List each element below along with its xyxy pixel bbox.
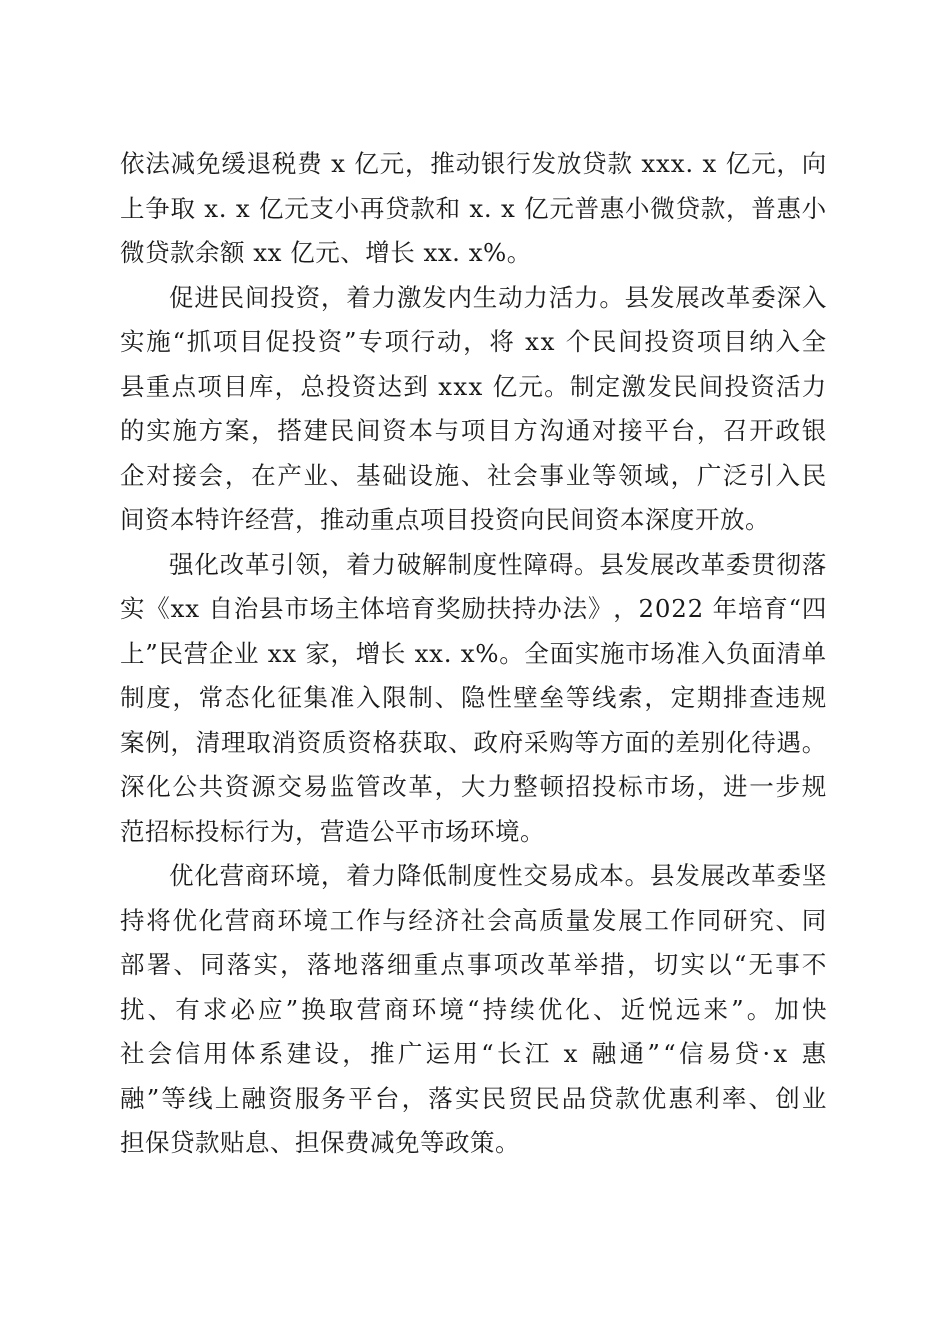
paragraph-1 xyxy=(120,142,827,276)
text-line: 企 对 接 会 ， 在 产 业 、 基 础 设 施 、 社 会 事 业 等 领 域 ， 广 泛 引 入 民 xyxy=(120,460,827,490)
text-line: 制 度 ， 常 态 化 征 集 准 入 限 制 、 隐 性 壁 垒 等 线 索 ， 定 期 排 查 违 规 xyxy=(120,683,827,712)
paragraph-4 xyxy=(120,854,827,1166)
text-line: 优 化 营 商 环 境 ， 着 力 降 低 制 度 性 交 易 成 本 。 县 发 展 改 革 委 坚 xyxy=(169,861,827,890)
paragraph-2 xyxy=(120,276,827,543)
text-line: 县 重 点 项 目 库 ， 总 投 资 达 到 x x x 亿 元 。 制 定 激 发 民 间 投 资 活 力 xyxy=(120,371,827,401)
text-line: 持 将 优 化 营 商 环 境 工 作 与 经 济 社 会 高 质 量 发 展 工 作 同 研 究 、 同 xyxy=(120,905,827,935)
text-line: 案 例 ， 清 理 取 消 资 质 资 格 获 取 、 政 府 采 购 等 方 面 的 差 别 化 待 遇 。 xyxy=(120,727,827,757)
text-line: 促 进 民 间 投 资 ， 着 力 激 发 内 生 动 力 活 力 。 县 发 展 改 革 委 深 入 xyxy=(169,282,827,312)
text-line: 实 施 “ 抓 项 目 促 投 资 ” 专 项 行 动 ， 将 x x 个 民 间 投 资 项 目 纳 入 全 xyxy=(120,327,827,356)
text-line: 强 化 改 革 引 领 ， 着 力 破 解 制 度 性 障 碍 。 县 发 展 改 革 委 贯 彻 落 xyxy=(169,549,827,579)
text-line: 部 署 、 同 落 实 ， 落 地 落 细 重 点 事 项 改 革 举 措 ， 切 实 以 “ 无 事 不 xyxy=(120,950,827,979)
document-body xyxy=(120,142,827,1166)
text-line: 深 化 公 共 资 源 交 易 监 管 改 革 ， 大 力 整 顿 招 投 标 市 场 ， 进 一 步 规 xyxy=(120,772,827,801)
text-line: 依 法 减 免 缓 退 税 费 x 亿 元 ， 推 动 银 行 发 放 贷 款 x x x . x 亿 元 ， 向 xyxy=(120,149,827,178)
text-line: 间资本特许经营，推动重点项目投资向民间资本深度开放。 xyxy=(120,505,770,534)
text-line: 融 ” 等 线 上 融 资 服 务 平 台 ， 落 实 民 贸 民 品 贷 款 优 惠 利 率 、 创 业 xyxy=(120,1083,827,1113)
text-line: 微贷款余额 xx 亿元、增长 xx. x%。 xyxy=(120,238,532,267)
paragraph-3 xyxy=(120,543,827,855)
text-line: 上 ” 民 营 企 业 x x 家 ， 增 长 x x . x % 。 全 面 实 施 市 场 准 入 负 面 清 单 xyxy=(120,638,827,668)
text-line: 的 实 施 方 案 ， 搭 建 民 间 资 本 与 项 目 方 沟 通 对 接 平 台 ， 召 开 政 银 xyxy=(120,416,827,445)
text-line: 社 会 信 用 体 系 建 设 ， 推 广 运 用 “ 长 江 x 融 通 ” “ 信 易 贷 · x 惠 xyxy=(120,1039,827,1068)
text-line: 担保贷款贴息、担保费减免等政策。 xyxy=(120,1128,520,1157)
text-line: 上 争 取 x . x 亿 元 支 小 再 贷 款 和 x . x 亿 元 普 惠 小 微 贷 款 ， 普 惠 小 xyxy=(120,193,827,223)
text-line: 实 《 x x 自 治 县 市 场 主 体 培 育 奖 励 扶 持 办 法 》 ， 2 0 2 2 年 培 育 “ 四 xyxy=(120,594,827,623)
text-line: 扰 、 有 求 必 应 ” 换 取 营 商 环 境 “ 持 续 优 化 、 近 悦 远 来 ” 。 加 快 xyxy=(120,994,827,1024)
text-line: 范招标投标行为，营造公平市场环境。 xyxy=(120,816,545,846)
